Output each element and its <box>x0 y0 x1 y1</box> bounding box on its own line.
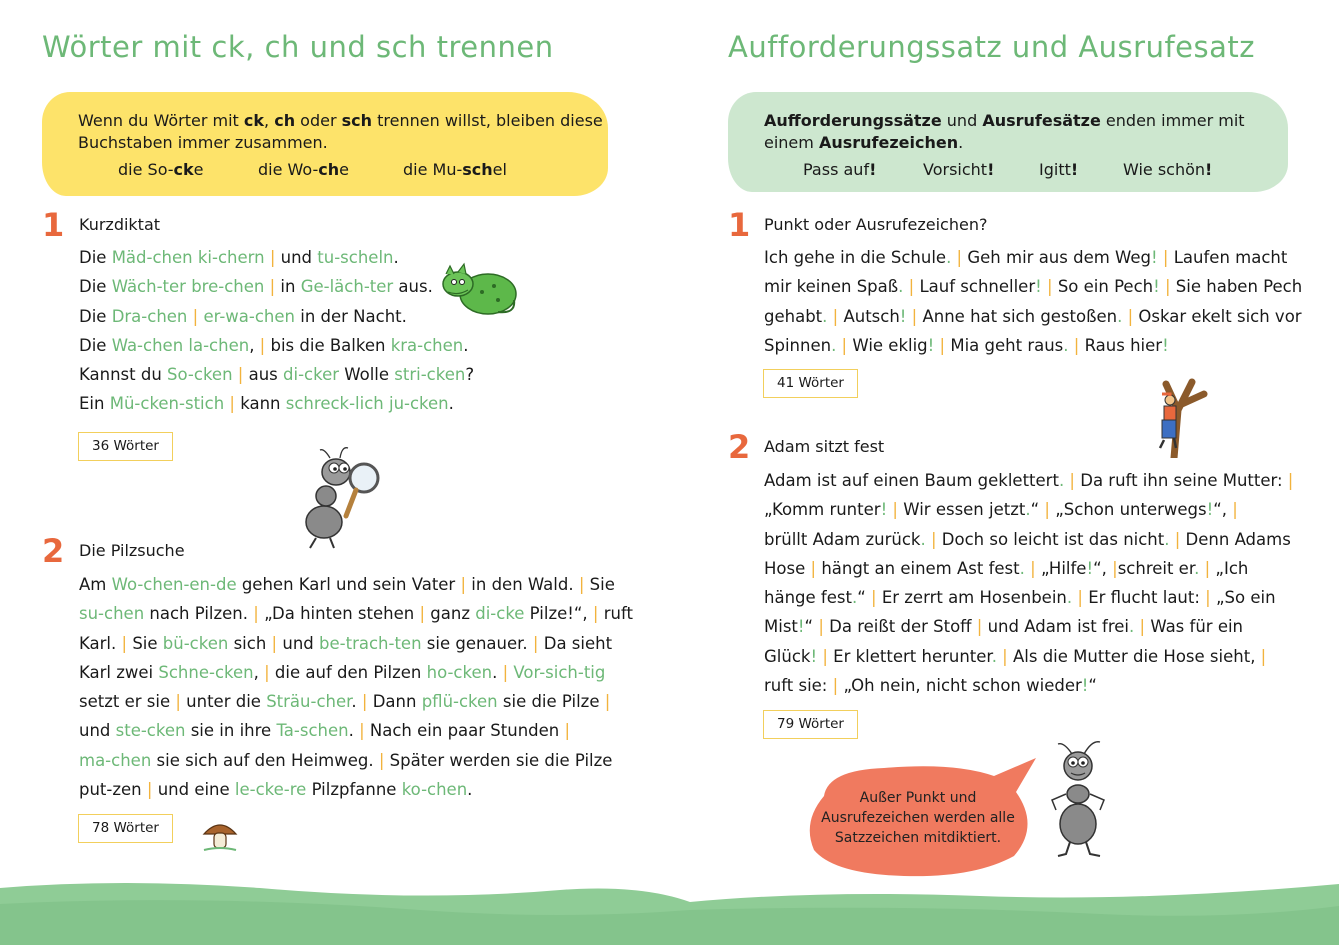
text-line <box>79 629 633 658</box>
highlighted-word: . <box>1164 529 1170 549</box>
highlighted-word: . <box>1063 335 1069 355</box>
dragon-illustration <box>438 262 520 322</box>
phrase-separator: | <box>1024 558 1041 578</box>
text-line <box>764 466 1293 495</box>
text-segment: ruft sie: <box>764 676 828 696</box>
text-segment: sie in ihre <box>185 721 277 741</box>
highlighted-word: . <box>1058 471 1065 490</box>
text-segment: , <box>253 662 259 682</box>
rule-text-left: Wenn du Wörter mit ck, ch oder sch trennen willst, bleiben diese Buchstaben immer zusammen. <box>78 111 603 152</box>
highlighted-word: . <box>920 529 926 549</box>
task-heading: Die Pilzsuche <box>79 541 185 560</box>
text-segment: Geh mir aus dem Weg <box>967 248 1152 267</box>
highlighted-word: Wäch-ter bre-chen <box>111 277 265 297</box>
text-segment: put-zen <box>79 780 142 800</box>
text-segment: . <box>351 692 357 712</box>
highlighted-word: . <box>1019 558 1025 578</box>
right-page-title: Aufforderungssatz und Ausrufesatz <box>728 30 1255 64</box>
text-segment: Wir essen jetzt <box>903 500 1026 520</box>
phrase-separator: | <box>353 721 370 741</box>
highlighted-word: ste-cken <box>115 721 186 741</box>
highlighted-word: Schne-cken <box>158 662 254 682</box>
task-heading: Kurzdiktat <box>79 215 161 234</box>
highlighted-word: Mäd-chen ki-chern <box>111 248 265 267</box>
text-line <box>764 525 1293 554</box>
text-line <box>79 570 633 599</box>
phrase-separator: | <box>805 558 822 578</box>
text-segment: “ <box>804 617 814 637</box>
text-segment: “ <box>857 588 866 608</box>
phrase-separator: | <box>1134 617 1151 637</box>
rule-box-left <box>42 92 608 196</box>
text-segment: So ein Pech <box>1057 277 1154 297</box>
highlighted-word: tu-scheln <box>317 248 394 267</box>
highlighted-word: ! <box>1035 277 1042 297</box>
text-segment: und <box>280 248 318 267</box>
text-segment: in <box>280 277 301 297</box>
phrase-separator: | <box>254 335 271 355</box>
phrase-separator: | <box>373 750 390 770</box>
text-segment: . <box>448 394 454 414</box>
highlighted-word: be-trach-ten <box>319 633 422 653</box>
text-line <box>764 554 1293 583</box>
text-segment: Die <box>79 335 112 355</box>
text-line <box>79 243 474 272</box>
phrase-separator: | <box>497 662 514 682</box>
highlighted-word: . <box>1117 306 1123 326</box>
text-line <box>79 599 633 628</box>
phrase-separator: | <box>455 575 472 594</box>
text-line <box>79 302 474 331</box>
highlighted-word: bü-cken <box>162 633 229 653</box>
text-segment: Da reißt der Stoff <box>829 617 972 637</box>
text-line <box>79 331 474 360</box>
highlighted-word: ! <box>1081 676 1089 696</box>
phrase-separator: | <box>527 633 544 653</box>
rule-box-right <box>728 92 1288 192</box>
text-segment: Er zerrt am Hosenbein <box>881 588 1067 608</box>
example-word: die Wo-che <box>258 160 349 179</box>
task-number: 2 <box>728 428 751 466</box>
text-segment: Die <box>79 306 112 326</box>
highlighted-word: Vor-sich-tig <box>513 662 606 682</box>
phrase-separator: | <box>1072 588 1089 608</box>
text-segment: Später werden sie die Pilze <box>389 750 613 770</box>
text-line <box>79 775 633 804</box>
text-segment: , <box>249 335 255 355</box>
text-segment: aus. <box>393 277 433 297</box>
highlighted-word: ! <box>927 335 935 355</box>
boy-in-tree-illustration <box>1148 374 1212 458</box>
text-segment: Mist <box>764 617 798 637</box>
task-heading: Punkt oder Ausrufezeichen? <box>764 215 988 234</box>
text-segment: Kannst du <box>79 365 168 385</box>
left-page-title: Wörter mit ck, ch und sch trennen <box>42 30 554 64</box>
highlighted-word: ! <box>1162 335 1169 355</box>
example-sentence: Igitt! <box>1039 160 1079 179</box>
text-segment: die auf den Pilzen <box>274 662 427 682</box>
example-sentence: Wie schön! <box>1123 160 1213 179</box>
text-segment: mir keinen Spaß <box>764 277 899 297</box>
dictation-text <box>79 570 633 804</box>
text-line <box>764 272 1302 301</box>
highlighted-word: ! <box>810 646 818 666</box>
text-segment: ganz <box>430 604 476 624</box>
text-segment: Als die Mutter die Hose sieht, <box>1013 646 1256 666</box>
highlighted-word: Wo-chen-en-de <box>111 575 237 594</box>
highlighted-word: er-wa-chen <box>203 306 295 326</box>
highlighted-word: . <box>898 277 904 297</box>
phrase-separator: | <box>971 617 988 637</box>
phrase-separator: | <box>827 676 844 696</box>
highlighted-word: . <box>851 588 858 608</box>
text-segment: Pilze!“, <box>524 604 588 624</box>
text-line <box>764 642 1293 671</box>
highlighted-word: ! <box>1206 500 1214 520</box>
phrase-separator: | <box>1255 646 1267 666</box>
text-segment: . <box>393 248 399 267</box>
phrase-separator: | <box>414 604 431 624</box>
ant-illustration <box>1042 738 1114 860</box>
highlighted-word: . <box>991 646 997 666</box>
text-segment: “, <box>1213 500 1228 520</box>
highlighted-word: ! <box>899 306 907 326</box>
text-segment: hänge fest <box>764 588 852 608</box>
highlighted-word: stri-cken <box>394 365 466 385</box>
example-sentence: Pass auf! <box>803 160 877 179</box>
highlighted-word: . <box>1025 500 1031 520</box>
text-line <box>764 331 1302 360</box>
text-segment: Wie eklig <box>852 335 928 355</box>
text-segment: kann <box>240 394 286 414</box>
phrase-separator: | <box>813 617 830 637</box>
highlighted-word: kra-chen <box>390 335 464 355</box>
text-segment: ruft <box>603 604 633 624</box>
text-segment: aus <box>248 365 284 385</box>
text-segment: Dann <box>372 692 422 712</box>
highlighted-word: Wa-chen la-chen <box>111 335 250 355</box>
phrase-separator: | <box>224 394 241 414</box>
text-segment: ? <box>465 365 475 385</box>
phrase-separator: | <box>827 306 844 326</box>
text-segment: brüllt Adam zurück <box>764 529 921 549</box>
text-segment: Lauf schneller <box>919 277 1036 297</box>
highlighted-word: . <box>1066 588 1073 608</box>
phrase-separator: | <box>1169 529 1186 549</box>
highlighted-word: Sträu-cher <box>266 692 352 712</box>
text-segment: Die <box>79 248 112 267</box>
highlighted-word: . <box>831 335 837 355</box>
text-segment: sie sich auf den Heimweg. <box>151 750 374 770</box>
text-line <box>764 495 1293 524</box>
text-segment: Oskar ekelt sich vor <box>1138 306 1302 326</box>
phrase-separator: | <box>266 633 283 653</box>
text-segment: „Ich <box>1215 558 1249 578</box>
text-segment: Nach ein paar Stunden <box>369 721 560 741</box>
text-segment: . <box>492 662 498 682</box>
text-line <box>764 671 1293 700</box>
text-segment: setzt er sie <box>79 692 171 712</box>
phrase-separator: | <box>1106 558 1118 578</box>
text-segment: . <box>463 335 469 355</box>
highlighted-word: . <box>1129 617 1135 637</box>
phrase-separator: | <box>836 335 853 355</box>
text-segment: „Oh nein, nicht schon wieder <box>843 676 1082 696</box>
phrase-separator: | <box>1157 248 1174 267</box>
highlighted-word: Ge-läch-ter <box>300 277 394 297</box>
phrase-separator: | <box>116 633 133 653</box>
phrase-separator: | <box>187 306 204 326</box>
text-segment: Er flucht laut: <box>1088 588 1200 608</box>
text-segment: Sie <box>589 575 615 594</box>
text-segment: und eine <box>157 780 235 800</box>
text-segment: Was für ein <box>1150 617 1244 637</box>
highlighted-word: ! <box>1151 248 1158 267</box>
highlighted-word: . <box>946 248 952 267</box>
text-line <box>79 687 633 716</box>
highlighted-word: ma-chen <box>79 750 152 770</box>
text-segment: und <box>79 721 116 741</box>
highlighted-word: Dra-chen <box>111 306 188 326</box>
text-segment: Adam ist auf einen Baum geklettert <box>764 471 1059 490</box>
phrase-separator: | <box>1159 277 1176 297</box>
phrase-separator: | <box>1039 500 1056 520</box>
highlighted-word: ho-cken <box>426 662 493 682</box>
text-segment: „Hilfe <box>1040 558 1087 578</box>
text-segment: Laufen macht <box>1173 248 1288 267</box>
text-segment: Raus hier <box>1084 335 1163 355</box>
highlighted-word: . <box>1194 558 1200 578</box>
mushroom-illustration <box>200 816 240 854</box>
text-segment: gehabt <box>764 306 823 326</box>
example-word: die Mu-schel <box>403 160 507 179</box>
text-line <box>79 658 633 687</box>
text-segment: Am <box>79 575 112 594</box>
text-segment: Wolle <box>339 365 395 385</box>
phrase-separator: | <box>264 277 281 297</box>
phrase-separator: | <box>599 692 611 712</box>
text-segment: Denn Adams <box>1185 529 1291 549</box>
example-sentence: Vorsicht! <box>923 160 995 179</box>
text-segment: „Komm runter <box>764 500 881 520</box>
highlighted-word: ! <box>1153 277 1160 297</box>
phrase-separator: | <box>817 646 834 666</box>
phrase-separator: | <box>559 721 571 741</box>
phrase-separator: | <box>573 575 590 594</box>
phrase-separator: | <box>232 365 249 385</box>
text-segment: „Da hinten stehen <box>264 604 415 624</box>
text-segment: und Adam ist frei <box>987 617 1129 637</box>
text-segment: und <box>282 633 320 653</box>
text-segment: Er klettert herunter <box>833 646 992 666</box>
text-segment: Spinnen <box>764 335 832 355</box>
highlighted-word: su-chen <box>79 604 145 624</box>
text-segment: Die <box>79 277 112 297</box>
phrase-separator: | <box>1199 558 1216 578</box>
highlighted-word: ! <box>1086 558 1094 578</box>
text-segment: Anne hat sich gestoßen <box>922 306 1118 326</box>
phrase-separator: | <box>906 306 923 326</box>
text-segment: “ <box>1030 500 1040 520</box>
word-count: 79 Wörter <box>763 710 858 739</box>
text-segment: Da ruft ihn seine Mutter: <box>1080 471 1283 490</box>
text-segment: Sie haben Pech <box>1175 277 1303 297</box>
phrase-separator: | <box>170 692 187 712</box>
phrase-separator: | <box>1064 471 1081 490</box>
word-count: 36 Wörter <box>78 432 173 461</box>
highlighted-word: ko-chen <box>401 780 468 800</box>
text-segment: . <box>467 780 473 800</box>
phrase-separator: | <box>248 604 265 624</box>
speech-bubble-text: Außer Punkt und Ausrufezeichen werden alle Satzzeichen mitdiktiert. <box>821 790 1015 846</box>
phrase-separator: | <box>887 500 904 520</box>
text-line <box>764 302 1302 331</box>
text-segment: bis die Balken <box>270 335 391 355</box>
text-line <box>79 360 474 389</box>
text-segment: Hose <box>764 558 806 578</box>
text-segment: Pilzpfanne <box>306 780 402 800</box>
phrase-separator: | <box>258 662 275 682</box>
text-segment: Ein <box>79 394 110 414</box>
phrase-separator: | <box>587 604 604 624</box>
phrase-separator: | <box>903 277 920 297</box>
highlighted-word: ! <box>880 500 888 520</box>
phrase-separator: | <box>925 529 942 549</box>
text-segment: schreit er <box>1117 558 1195 578</box>
dictation-text <box>79 243 474 419</box>
ant-magnifier-illustration <box>290 444 386 552</box>
highlighted-word: di-cke <box>475 604 525 624</box>
text-line <box>764 243 1302 272</box>
phrase-separator: | <box>1068 335 1085 355</box>
text-segment: sie genauer. <box>421 633 528 653</box>
text-segment: sich <box>228 633 267 653</box>
text-segment: nach Pilzen. <box>144 604 249 624</box>
phrase-separator: | <box>141 780 158 800</box>
text-line <box>79 389 474 418</box>
right-page <box>670 0 1339 945</box>
phrase-separator: | <box>951 248 968 267</box>
text-segment: “ <box>1088 676 1097 696</box>
text-segment: in den Wald. <box>471 575 574 594</box>
task-number: 1 <box>728 206 751 244</box>
text-line <box>764 583 1293 612</box>
text-segment: Autsch <box>843 306 900 326</box>
highlighted-word: ! <box>797 617 805 637</box>
highlighted-word: schreck-lich ju-cken <box>285 394 449 414</box>
bottom-wave <box>0 880 1339 945</box>
word-count: 78 Wörter <box>78 814 173 843</box>
text-segment: Karl zwei <box>79 662 159 682</box>
text-segment: „So ein <box>1215 588 1276 608</box>
text-line <box>764 612 1293 641</box>
phrase-separator: | <box>1282 471 1294 490</box>
text-segment: sie die Pilze <box>497 692 600 712</box>
phrase-separator: | <box>1041 277 1058 297</box>
text-line <box>79 746 633 775</box>
text-segment: . <box>348 721 354 741</box>
text-segment: gehen Karl und sein Vater <box>236 575 456 594</box>
text-segment: hängt an einem Ast fest <box>821 558 1020 578</box>
text-segment: „Schon unterwegs <box>1055 500 1207 520</box>
text-segment: Karl. <box>79 633 117 653</box>
text-segment: Doch so leicht ist das nicht <box>941 529 1165 549</box>
phrase-separator: | <box>1122 306 1139 326</box>
dictation-text <box>764 466 1293 700</box>
phrase-separator: | <box>1227 500 1238 520</box>
phrase-separator: | <box>865 588 882 608</box>
task-number: 1 <box>42 206 65 244</box>
highlighted-word: Ta-schen <box>276 721 349 741</box>
highlighted-word: le-cke-re <box>234 780 307 800</box>
text-segment: Sie <box>132 633 163 653</box>
phrase-separator: | <box>264 248 281 267</box>
phrase-separator: | <box>934 335 951 355</box>
text-segment: Da sieht <box>543 633 613 653</box>
phrase-separator: | <box>996 646 1013 666</box>
text-segment: in der Nacht. <box>295 306 407 326</box>
highlighted-word: di-cker <box>283 365 340 385</box>
highlighted-word: So-cken <box>167 365 233 385</box>
text-segment: Ich gehe in die Schule <box>764 248 947 267</box>
phrase-separator: | <box>1199 588 1216 608</box>
text-segment: Glück <box>764 646 811 666</box>
word-count: 41 Wörter <box>763 369 858 398</box>
highlighted-word: . <box>822 306 828 326</box>
task-heading: Adam sitzt fest <box>764 437 885 456</box>
phrase-separator: | <box>356 692 373 712</box>
highlighted-word: pflü-cken <box>421 692 498 712</box>
text-segment: Mia geht raus <box>950 335 1064 355</box>
text-line <box>79 272 474 301</box>
highlighted-word: Mü-cken-stich <box>109 394 225 414</box>
punctuation-text <box>764 243 1302 360</box>
text-segment: “, <box>1093 558 1107 578</box>
task-number: 2 <box>42 532 65 570</box>
rule-text-right: Aufforderungssätze und Ausrufesätze enden immer mit einem Ausrufezeichen. <box>764 111 1245 152</box>
text-line <box>79 716 633 745</box>
text-segment: unter die <box>186 692 267 712</box>
example-word: die So-cke <box>118 160 204 179</box>
